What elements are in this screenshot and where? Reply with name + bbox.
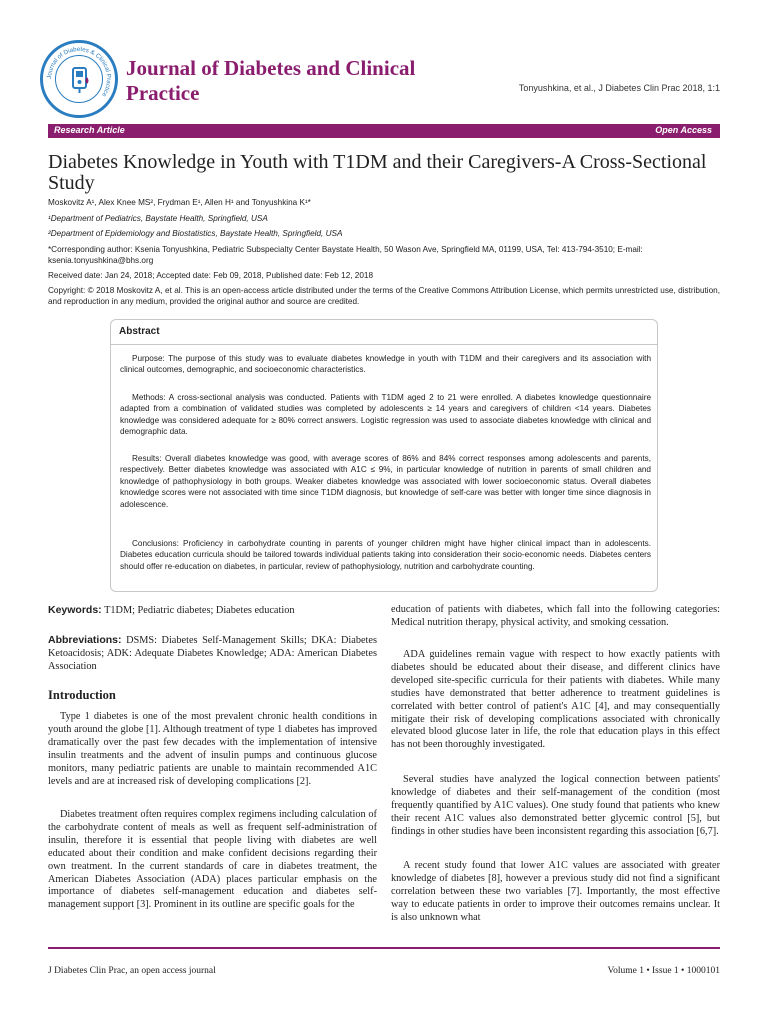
- journal-logo: [40, 40, 118, 118]
- right-paragraph-2: Several studies have analyzed the logical connection between patients' knowledge of diabetes and their self-management of the condition (most frequently quantified by A1C values). One study found that patients who knew their recent A1C values also demonstrated better glycemic control [5], but findings in other studies have been inconsistent regarding this association [6,7].: [391, 774, 720, 837]
- logo-ring-text: Journal of Diabetes & Clinical Practice: [45, 45, 113, 98]
- intro-paragraph-1: Type 1 diabetes is one of the most prevalent chronic health conditions in youth around the globe [1]. Although treatment of type 1 diabetes has improved dramatically over the past few decades with the implementation of intensive insulin treatments and the advent of insulin pumps and continuous glucose monitors, many pediatric patients are unable to maintain recommended A1C levels and are at increased risk of developing complications [2].: [48, 711, 377, 787]
- introduction-heading: Introduction: [48, 688, 116, 702]
- corresponding-author: *Corresponding author: Ksenia Tonyushkina, Pediatric Subspecialty Center Baystate Health, 50 Wason Ave, Springfield MA, 01199, USA, Tel: 413-794-3510; E-mail: ksenia.tonyushkina@bhs.org: [48, 245, 643, 265]
- open-access-label: Open Access: [655, 125, 712, 135]
- copyright-notice: Copyright: © 2018 Moskovitz A, et al. This is an open-access article distributed under the terms of the Creative Commons Attribution License, which permits unrestricted use, distribution, and reproduction in any medium, provided the original author and source are credited.: [48, 286, 720, 306]
- author-list: Moskovitz A¹, Alex Knee MS², Frydman E¹, Allen H¹ and Tonyushkina K¹*: [48, 198, 311, 207]
- keywords: [48, 604, 377, 618]
- abstract-divider: [111, 344, 657, 345]
- keywords-label: Keywords:: [48, 604, 102, 616]
- footer-divider: [48, 947, 720, 949]
- article-dates: Received date: Jan 24, 2018; Accepted date: Feb 09, 2018, Published date: Feb 12, 2018: [48, 271, 374, 280]
- article-title: Diabetes Knowledge in Youth with T1DM and their Caregivers-A Cross-Sectional Study: [48, 151, 707, 194]
- abbreviations-label: Abbreviations:: [48, 634, 122, 646]
- abstract-purpose: Purpose: The purpose of this study was to evaluate diabetes knowledge in youth with T1DM and their caregivers and its association with clinical outcomes, demographic, and socioeconomic characteristics.: [120, 354, 651, 375]
- right-paragraph-3: A recent study found that lower A1C values are associated with greater knowledge of diabetes [8], however a previous study did not find a significant correlation between these two variables [7]. Importantly, the most effective way to educate patients in order to improve their outcomes remains unclear. It is also unknown what: [391, 860, 720, 923]
- abbreviations: [48, 634, 377, 674]
- header-citation: Tonyushkina, et al., J Diabetes Clin Prac 2018, 1:1: [518, 83, 720, 93]
- article-type-bar: [48, 124, 720, 138]
- abstract-methods: Methods: A cross-sectional analysis was conducted. Patients with T1DM aged 2 to 21 were enrolled. A diabetes knowledge questionnaire adapted from a combination of validated studies was completed by adolescents ≥ 14 years and caregivers of children <14 years. Diabetes knowledge was considered adequate for ≥ 80% correct answers. Logistic regression was used to associate diabetes knowledge with clinical and demographic data.: [120, 393, 651, 437]
- glucose-meter-icon: [67, 65, 93, 95]
- abstract-box: [110, 319, 658, 592]
- footer-issue: Volume 1 • Issue 1 • 1000101: [607, 966, 720, 976]
- intro-paragraph-2: Diabetes treatment often requires complex regimens including calculation of the carbohydrate content of meals as well as frequent self-administration of insulin, therefore it is essential that people living with diabetes are well educated about their condition and make confident decisions regarding their own treatment. In the current standards of care in diabetes treatment, the American Diabetes Association (ADA) places particular emphasis on the importance of diabetes self-management education and diabetes self-management support [3]. Prominent in its outline are specific goals for the: [48, 809, 377, 911]
- abstract-heading: Abstract: [119, 326, 160, 337]
- keywords-text: T1DM; Pediatric diabetes; Diabetes education: [104, 605, 295, 616]
- abbreviations-text: DSMS: Diabetes Self-Management Skills; DKA: Diabetes Ketoacidosis; ADK: Adequate Diabetes Knowledge; ADA: American Diabetes Association: [48, 635, 377, 672]
- journal-title: Journal of Diabetes and Clinical Practice: [126, 56, 416, 105]
- right-paragraph-1: ADA guidelines remain vague with respect to how exactly patients with diabetes should be educated about their disease, and different clinics have developed site-specific curricula for their patients with diabetes. While many studies have demonstrated that better adherence to treatment guidelines is correlated with better control of patient's A1C [4], and may consequentially mitigate their risk of developing complications associated with chronically elevated blood glucose later in life, the role that education plays in this effect has not been thoroughly investigated.: [391, 649, 720, 751]
- abstract-results: Results: Overall diabetes knowledge was good, with average scores of 86% and 84% correct responses among adolescents and parents, respectively. Better diabetes knowledge was associated with A1C ≤ 9%, in particular knowledge of nutrition in parents of small children and knowledge of pathophysiology in both groups. Weaker diabetes knowledge was associated with lower socioeconomic status. Overall diabetes knowledge scores were not associated with time since T1DM diagnosis, but knowledge of self-care was better with longer time since diagnosis in adolescence.: [120, 454, 651, 509]
- affiliation-1: ¹Department of Pediatrics, Baystate Health, Springfield, USA: [48, 214, 268, 223]
- right-paragraph-0: education of patients with diabetes, which fall into the following categories: Medical nutrition therapy, physical activity, and smoking cessation.: [391, 604, 720, 628]
- footer-journal: J Diabetes Clin Prac, an open access journal: [48, 966, 216, 976]
- abstract-conclusions: Conclusions: Proficiency in carbohydrate counting in parents of younger children might have higher clinical impact than in adolescents. Diabetes education curricula should be tailored towards individual patients taking into consideration their socio-economic needs. Diabetes centers should offer re-education on diabetes, in particular, review of pathophysiology, nutrition and carbohydrate counting.: [120, 539, 651, 571]
- affiliation-2: ²Department of Epidemiology and Biostatistics, Baystate Health, Springfield, USA: [48, 229, 343, 238]
- article-type-label: Research Article: [54, 125, 125, 135]
